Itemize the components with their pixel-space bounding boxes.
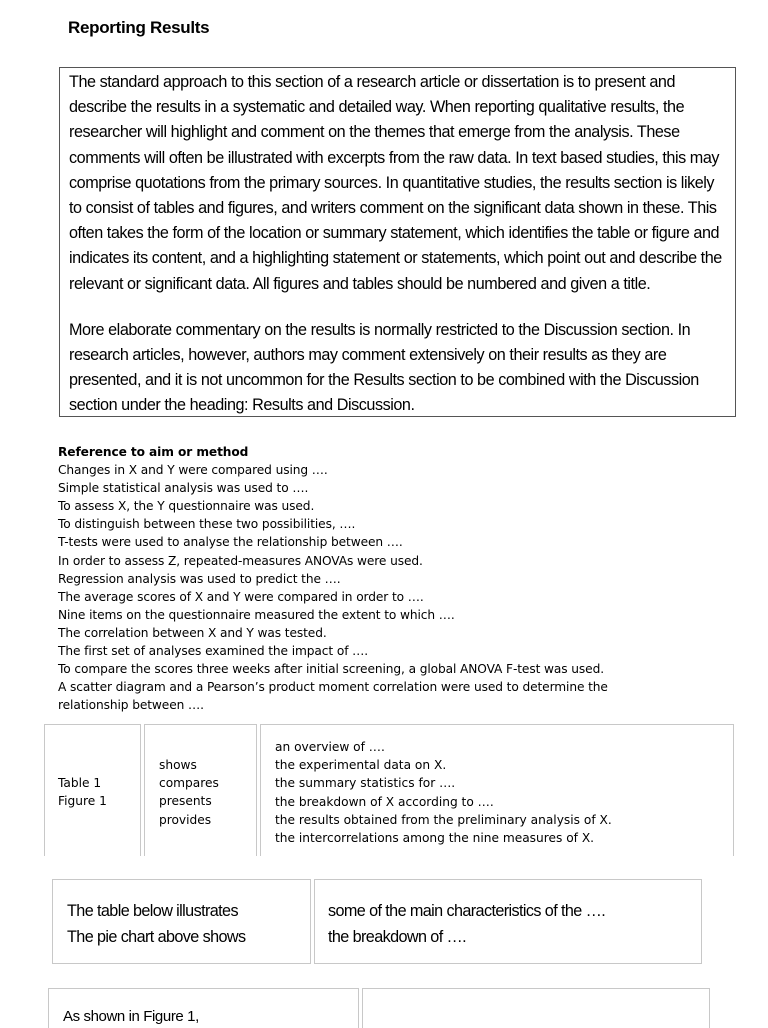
phrase-table-2: [52, 879, 702, 964]
intro-paragraph-1: The standard approach to this section of a research article or dissertation is to present and describe the results in a systematic and detailed way. When reporting qualitative results, the researcher will highlight and comment on the themes that emerge from the analysis. These comments will often be illustrated with excerpts from the raw data. In text based studies, this may comprise quotations from the primary sources. In quantitative studies, the results section is likely to consist of tables and figures, and writers comment on the significant data shown in these. This often takes the form of the location or summary statement, which identifies the table or figure and indicates its content, and a highlighting statement or statements, which point out and describe the relevant or significant data. All figures and tables should be numbered and given a title.: [69, 73, 722, 293]
list-item: Simple statistical analysis was used to ….: [58, 481, 309, 496]
table-cell: compares: [159, 776, 219, 791]
list-item: Changes in X and Y were compared using ….: [58, 463, 328, 478]
list-item: In order to assess Z, repeated-measures ANOVAs were used.: [58, 553, 423, 568]
intro-paragraph-2: More elaborate commentary on the results is normally restricted to the Discussion section. In research articles, however, authors may comment extensively on their results as they are presented, and it is not uncommon for the Results section to be combined with the Discussion section under the heading: Results and Discussion.: [69, 320, 699, 415]
list-item: To compare the scores three weeks after initial screening, a global ANOVA F-test was used.: [58, 662, 604, 677]
phrase-table-3: [48, 988, 710, 1028]
list-item: The correlation between X and Y was tested.: [58, 625, 327, 640]
list-item: T-tests were used to analyse the relationship between ….: [58, 535, 403, 550]
table-cell: The table below illustrates: [67, 902, 238, 920]
table-cell: Table 1: [58, 776, 102, 790]
table-cell: shows: [159, 758, 197, 772]
table1-col-verb: [144, 724, 257, 856]
list-item: To distinguish between these two possibilities, ….: [58, 517, 356, 532]
reference-section: [58, 443, 678, 714]
table-cell: the breakdown of X according to ….: [275, 794, 494, 809]
table-cell: the intercorrelations among the nine measures of X.: [275, 831, 595, 846]
table-cell: provides: [159, 812, 212, 827]
list-item: To assess X, the Y questionnaire was used.: [58, 499, 315, 514]
list-item: Regression analysis was used to predict the ….: [58, 571, 341, 586]
table3-col-subject: [48, 988, 359, 1028]
table1-col-object: [260, 724, 734, 856]
table-cell: the experimental data on X.: [275, 758, 447, 773]
list-item: The average scores of X and Y were compared in order to ….: [58, 589, 424, 604]
page-title: Reporting Results: [68, 18, 210, 37]
table2-col-subject: [52, 879, 311, 964]
table-cell: As shown in Figure 1,: [63, 1008, 199, 1025]
table-cell: an overview of ….: [275, 740, 385, 754]
table2-col-object: [314, 879, 702, 964]
list-item: Nine items on the questionnaire measured the extent to which ….: [58, 607, 455, 622]
table-cell: The pie chart above shows: [67, 927, 246, 946]
reference-list: [58, 461, 678, 714]
list-item: A scatter diagram and a Pearson’s product moment correlation were used to determine the relationship between ….: [58, 680, 608, 713]
list-item: The first set of analyses examined the impact of ….: [58, 644, 369, 659]
table-cell: the breakdown of ….: [328, 927, 466, 946]
table3-col-object: [362, 988, 710, 1028]
table-cell: some of the main characteristics of the ….: [328, 902, 606, 920]
table-cell: presents: [159, 794, 212, 809]
table1-col-subject: [44, 724, 141, 856]
reference-heading: Reference to aim or method: [58, 445, 249, 459]
phrase-table-1: [44, 724, 734, 856]
table-cell: Figure 1: [58, 794, 107, 809]
table-cell: the results obtained from the preliminary analysis of X.: [275, 812, 612, 827]
table-cell: the summary statistics for ….: [275, 776, 456, 791]
intro-box: [59, 67, 736, 417]
